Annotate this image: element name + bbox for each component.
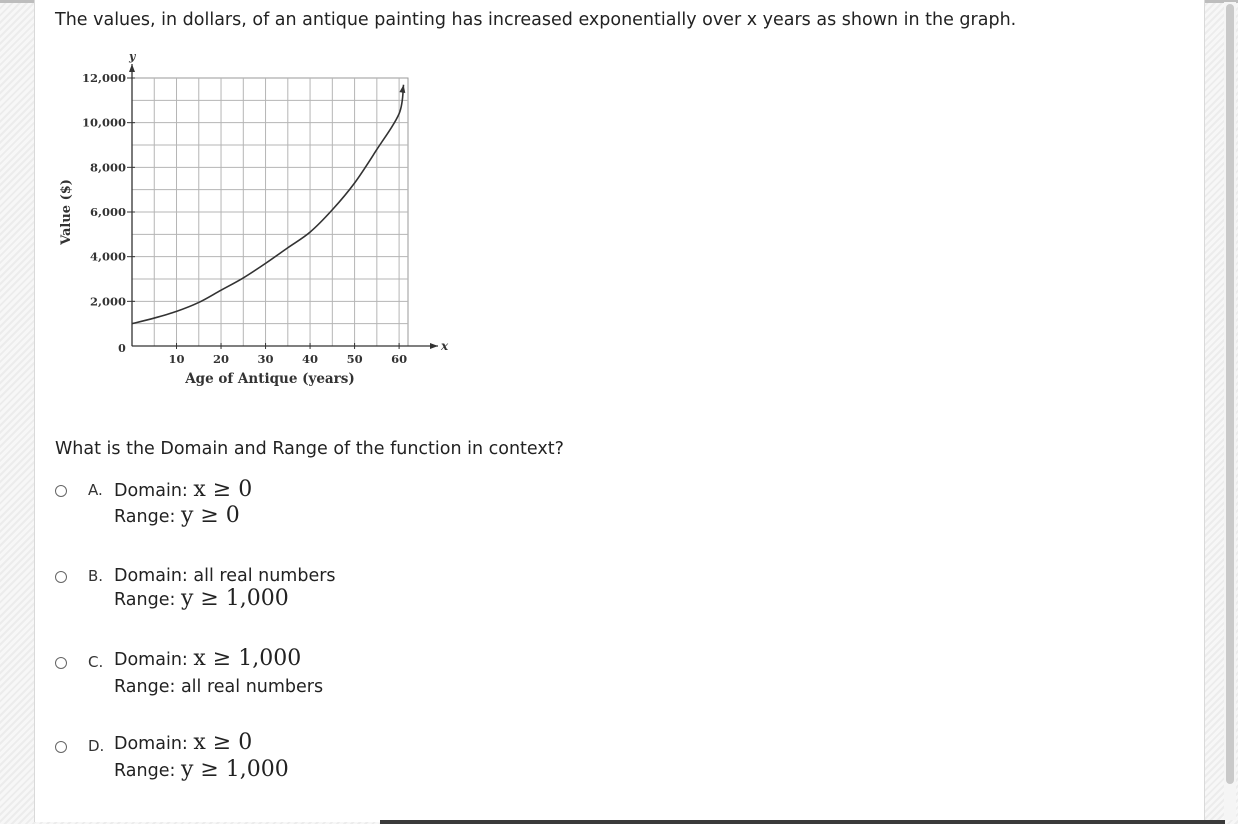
question-prompt: What is the Domain and Range of the function in context? bbox=[55, 439, 564, 459]
option-a-radio[interactable] bbox=[55, 485, 67, 497]
chart-svg bbox=[50, 44, 460, 404]
x-tick-label: 10 bbox=[168, 352, 185, 366]
option-b-range bbox=[114, 586, 289, 611]
option-a-letter: A. bbox=[88, 481, 103, 499]
scrollbar-thumb[interactable] bbox=[1226, 4, 1234, 784]
option-b-radio[interactable] bbox=[55, 571, 67, 583]
option-c-radio[interactable] bbox=[55, 657, 67, 669]
series bbox=[132, 84, 407, 323]
x-axis-title: Age of Antique (years) bbox=[185, 371, 355, 387]
x-tick-label: 60 bbox=[391, 352, 408, 366]
option-d-domain-value: x ≥ 0 bbox=[193, 730, 253, 755]
y-tick-label: 4,000 bbox=[89, 249, 126, 264]
option-a-domain-value: x ≥ 0 bbox=[193, 477, 253, 502]
option-c-domain-value: x ≥ 1,000 bbox=[193, 646, 302, 671]
y-tick-label: 8,000 bbox=[89, 160, 126, 175]
option-d-range-label: Range: bbox=[114, 761, 176, 781]
question-text: The values, in dollars, of an antique painting has increased exponentially over x years as shown in the graph. bbox=[55, 10, 1017, 30]
y-tick-label: 2,000 bbox=[89, 294, 126, 309]
option-c-domain bbox=[114, 646, 301, 671]
option-c-domain-label: Domain: bbox=[114, 650, 188, 670]
option-a-domain bbox=[114, 477, 252, 502]
option-c-letter: C. bbox=[88, 653, 104, 671]
option-b-letter: B. bbox=[88, 567, 104, 585]
option-d-domain bbox=[114, 730, 252, 755]
option-a-range-value: y ≥ 0 bbox=[180, 503, 240, 528]
y-tick-label: 12,000 bbox=[81, 71, 126, 85]
x-tick-label: 40 bbox=[302, 352, 319, 366]
grid bbox=[132, 78, 408, 346]
option-c-range-label: Range: bbox=[114, 677, 176, 697]
x-axis-letter: x bbox=[441, 339, 449, 353]
option-b-domain bbox=[114, 566, 336, 586]
option-a-domain-label: Domain: bbox=[114, 481, 188, 501]
y-tick-label: 10,000 bbox=[81, 115, 126, 130]
option-d-domain-label: Domain: bbox=[114, 734, 188, 754]
option-a-range-label: Range: bbox=[114, 507, 176, 527]
option-b-domain-label: Domain: bbox=[114, 566, 188, 586]
option-d-range-value: y ≥ 1,000 bbox=[180, 757, 289, 782]
option-d-letter: D. bbox=[88, 737, 105, 755]
option-a-range bbox=[114, 503, 240, 528]
option-d-range bbox=[114, 757, 289, 782]
scrollbar[interactable] bbox=[1224, 2, 1236, 820]
y-tick-label: 6,000 bbox=[89, 205, 126, 219]
ticks bbox=[82, 71, 407, 366]
option-c-range-value: all real numbers bbox=[180, 677, 324, 697]
x-tick-label: 20 bbox=[213, 352, 230, 366]
y-axis-arrow bbox=[129, 64, 135, 72]
origin-label: 0 bbox=[118, 342, 126, 355]
x-tick-label: 50 bbox=[346, 352, 363, 366]
y-axis-letter: y bbox=[129, 50, 136, 63]
option-b-domain-value: all real numbers bbox=[193, 566, 336, 586]
x-tick-label: 30 bbox=[257, 352, 274, 366]
y-axis-title: Value ($) bbox=[59, 179, 74, 245]
bottom-edge bbox=[380, 820, 1225, 824]
x-axis-arrow bbox=[430, 343, 438, 349]
series-curve bbox=[132, 85, 404, 324]
option-b-range-value: y ≥ 1,000 bbox=[180, 586, 289, 611]
option-d-radio[interactable] bbox=[55, 741, 67, 753]
exponential-graph bbox=[50, 44, 460, 404]
option-c-range bbox=[114, 677, 323, 697]
option-b-range-label: Range: bbox=[114, 590, 176, 610]
